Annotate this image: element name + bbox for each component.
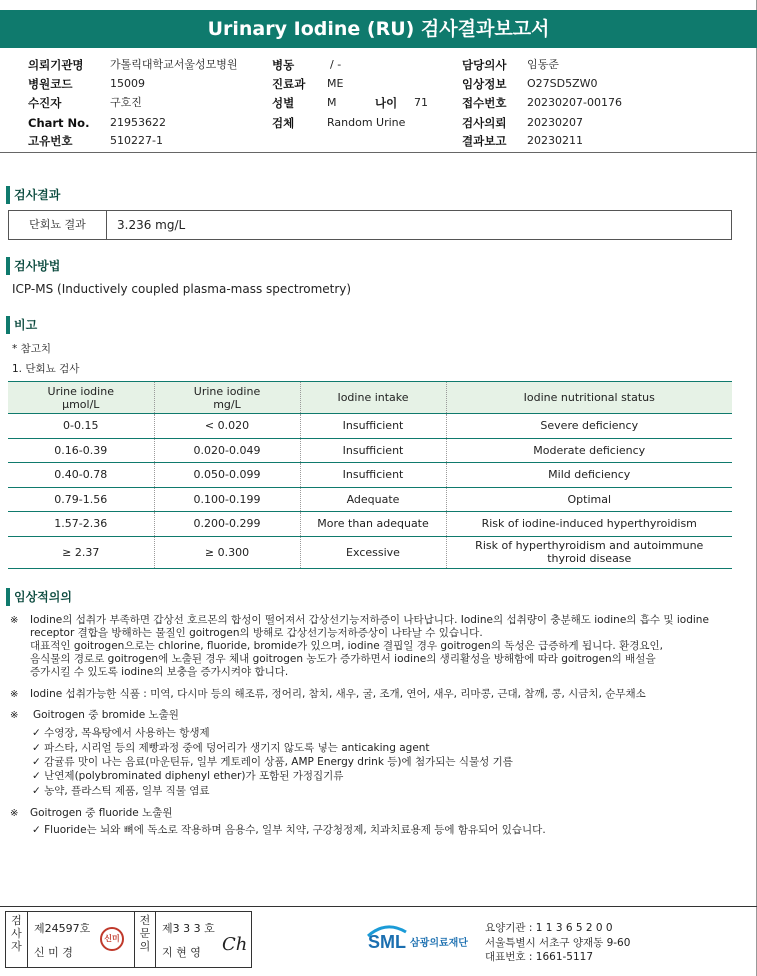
institution-label: 의뢰기관명 (28, 58, 84, 72)
receipt-label: 접수번호 (462, 96, 507, 110)
bromide-item: ✓ 수영장, 목욕탕에서 사용하는 항생제 (32, 727, 210, 739)
note-mark: ※ (10, 615, 19, 626)
reference-note: * 참고치 (12, 343, 52, 355)
bromide-item: ✓ 파스타, 시리얼 등의 제빵과정 중에 덩어리가 생기지 않도록 넣는 anticaking agent (32, 742, 430, 754)
bromide-item: ✓ 농약, 플라스틱 제품, 일부 직물 염료 (32, 785, 210, 797)
logo-subtext: 삼광의료재단 (410, 938, 468, 949)
report-title: Urinary Iodine (RU) 검사결과보고서 (0, 10, 757, 48)
table-row (8, 536, 732, 568)
fluoride-item: ✓ Fluoride는 뇌와 뼈에 독소로 작용하며 음용수, 일부 치약, 구강청정제, 치과치료용제 등에 함유되어 있습니다. (32, 824, 546, 836)
clinical-line: receptor 결합을 방해하는 물질인 goitrogen의 방해로 갑상선기능저하증상이 나타날 수 있습니다. (30, 627, 483, 639)
sex-value: M (327, 96, 337, 109)
chart-label: Chart No. (28, 116, 90, 130)
specimen-label: 검체 (272, 116, 295, 130)
cell-intake: Insufficient (300, 463, 446, 488)
doctor-value: 임동준 (527, 58, 559, 71)
col-status-header: Iodine nutritional status (446, 382, 732, 414)
clinical-line: 대표적인 goitrogen으로는 chlorine, fluoride, bromide가 있으며, iodine 결핍일 경우 goitrogen의 독성은 급증하게 됩니다. 환경요인, (30, 640, 663, 652)
method-text: ICP-MS (Inductively coupled plasma-mass spectrometry) (12, 282, 352, 296)
dept-label: 진료과 (272, 77, 306, 91)
clinical-info-label: 임상정보 (462, 77, 507, 91)
cell-mg: 0.020-0.049 (154, 438, 300, 463)
ward-value: / - (330, 58, 342, 71)
cell-mg: 0.050-0.099 (154, 463, 300, 488)
cell-status: Risk of iodine-induced hyperthyroidism (446, 512, 732, 537)
cell-umol: 0.16-0.39 (8, 438, 154, 463)
clinical-line: 음식물의 경로로 goitrogen에 노출된 경우 체내 goitrogen 농도가 증가하면서 iodine의 생리활성을 방해함에 따라 goitrogen의 배설을 (30, 653, 656, 665)
hospital-code-value: 15009 (110, 77, 145, 90)
phone: 대표번호 : 1661-5117 (485, 951, 594, 963)
cell-umol: 0.79-1.56 (8, 487, 154, 512)
signature-box (5, 911, 252, 968)
col-mg-header: Urine iodine mg/L (154, 382, 300, 414)
table-header-row (8, 382, 732, 414)
unique-label: 고유번호 (28, 134, 73, 148)
cell-status: Severe deficiency (446, 414, 732, 439)
cell-intake: Insufficient (300, 438, 446, 463)
section-result-heading: 검사결과 (6, 186, 60, 204)
iodine-foods: Iodine 섭취가능한 식품 : 미역, 다시마 등의 해조류, 정어리, 참치, 새우, 굴, 조개, 연어, 새우, 리마콩, 근대, 참깨, 콩, 시금치, 순무채소 (30, 688, 646, 700)
patient-value: 구호진 (110, 96, 142, 109)
address: 서울특별시 서초구 양재동 9-60 (485, 936, 631, 949)
bromide-title: Goitrogen 중 bromide 노출원 (33, 709, 179, 721)
inspector-name: 신 미 경 (34, 946, 73, 959)
approver-name: 지 현 영 (162, 946, 201, 959)
note-mark: ※ (10, 808, 19, 819)
dept-value: ME (327, 77, 344, 90)
approver-license: 제3 3 3 호 (162, 922, 215, 935)
col-intake-header: Iodine intake (300, 382, 446, 414)
cell-intake: More than adequate (300, 512, 446, 537)
sml-logo (366, 918, 486, 958)
clinical-line: 증가시킬 수 있도록 iodine의 보충을 증가시켜야 합니다. (30, 666, 289, 678)
result-label: 단회뇨 결과 (9, 211, 107, 239)
inspector-license: 제24597호 (34, 922, 91, 935)
table-row (8, 512, 732, 537)
cell-intake: Excessive (300, 536, 446, 568)
sex-label: 성별 (272, 96, 295, 110)
unique-value: 510227-1 (110, 134, 163, 147)
cell-umol: 0-0.15 (8, 414, 154, 439)
cell-mg: 0.200-0.299 (154, 512, 300, 537)
footer-divider (0, 906, 757, 907)
report-value: 20230211 (527, 134, 583, 147)
note-mark: ※ (10, 710, 19, 721)
note-mark: ※ (10, 689, 19, 700)
result-value: 3.236 mg/L (117, 218, 186, 232)
doctor-label: 담당의사 (462, 58, 507, 72)
bromide-item: ✓ 감귤류 맛이 나는 음료(마운틴듀, 일부 게토레이 상품, AMP Energy drink 등)에 첨가되는 식물성 기름 (32, 756, 513, 768)
clinical-line: Iodine의 섭취가 부족하면 갑상선 호르몬의 합성이 떨어져서 갑상선기능저하증이 나타납니다. Iodine의 섭취량이 충분해도 iodine의 흡수 및 iodine (30, 614, 709, 626)
chart-value: 21953622 (110, 116, 166, 129)
report-label: 결과보고 (462, 134, 507, 148)
age-value: 71 (414, 96, 428, 109)
age-label: 나이 (375, 96, 398, 110)
cell-mg: < 0.020 (154, 414, 300, 439)
approver-label: 전 문 의 (134, 912, 156, 967)
bromide-item: ✓ 난연제(polybrominated diphenyl ether)가 포함된 가정집기류 (32, 770, 344, 782)
request-value: 20230207 (527, 116, 583, 129)
cell-status: Risk of hyperthyroidism and autoimmune thyroid disease (446, 536, 732, 568)
section-clinical-heading: 임상적의의 (6, 588, 72, 606)
cell-intake: Insufficient (300, 414, 446, 439)
inspector-label: 검 사 자 (6, 912, 28, 967)
seal-stamp: 신미 (100, 927, 124, 951)
patient-info (0, 55, 757, 155)
cell-status: Moderate deficiency (446, 438, 732, 463)
table-row (8, 438, 732, 463)
lab-address (485, 921, 630, 965)
agency-code: 요양기관 : 1 1 3 6 5 2 0 0 (485, 922, 613, 934)
specimen-value: Random Urine (327, 116, 406, 129)
clinical-info-value: O27SD5ZW0 (527, 77, 598, 90)
section-method-heading: 검사방법 (6, 257, 60, 275)
logo-icon (366, 918, 486, 958)
receipt-value: 20230207-00176 (527, 96, 622, 109)
signature: Ch (222, 934, 248, 955)
patient-label: 수진자 (28, 96, 62, 110)
table-row (8, 463, 732, 488)
cell-umol: 1.57-2.36 (8, 512, 154, 537)
table-row (8, 487, 732, 512)
cell-intake: Adequate (300, 487, 446, 512)
cell-umol: 0.40-0.78 (8, 463, 154, 488)
institution-value: 가톨릭대학교서울성모병원 (110, 58, 238, 71)
col-umol-header: Urine iodine μmol/L (8, 382, 154, 414)
reference-item: 1. 단회뇨 검사 (12, 363, 80, 375)
hospital-code-label: 병원코드 (28, 77, 73, 91)
result-box (8, 210, 732, 240)
cell-status: Optimal (446, 487, 732, 512)
request-label: 검사의뢰 (462, 116, 507, 130)
cell-mg: 0.100-0.199 (154, 487, 300, 512)
fluoride-title: Goitrogen 중 fluoride 노출원 (30, 807, 173, 819)
logo-text: SML (368, 932, 406, 952)
ward-label: 병동 (272, 58, 295, 72)
cell-status: Mild deficiency (446, 463, 732, 488)
reference-table (8, 381, 732, 569)
divider (0, 152, 757, 153)
cell-umol: ≥ 2.37 (8, 536, 154, 568)
cell-mg: ≥ 0.300 (154, 536, 300, 568)
table-row (8, 414, 732, 439)
section-remarks-heading: 비고 (6, 316, 37, 334)
